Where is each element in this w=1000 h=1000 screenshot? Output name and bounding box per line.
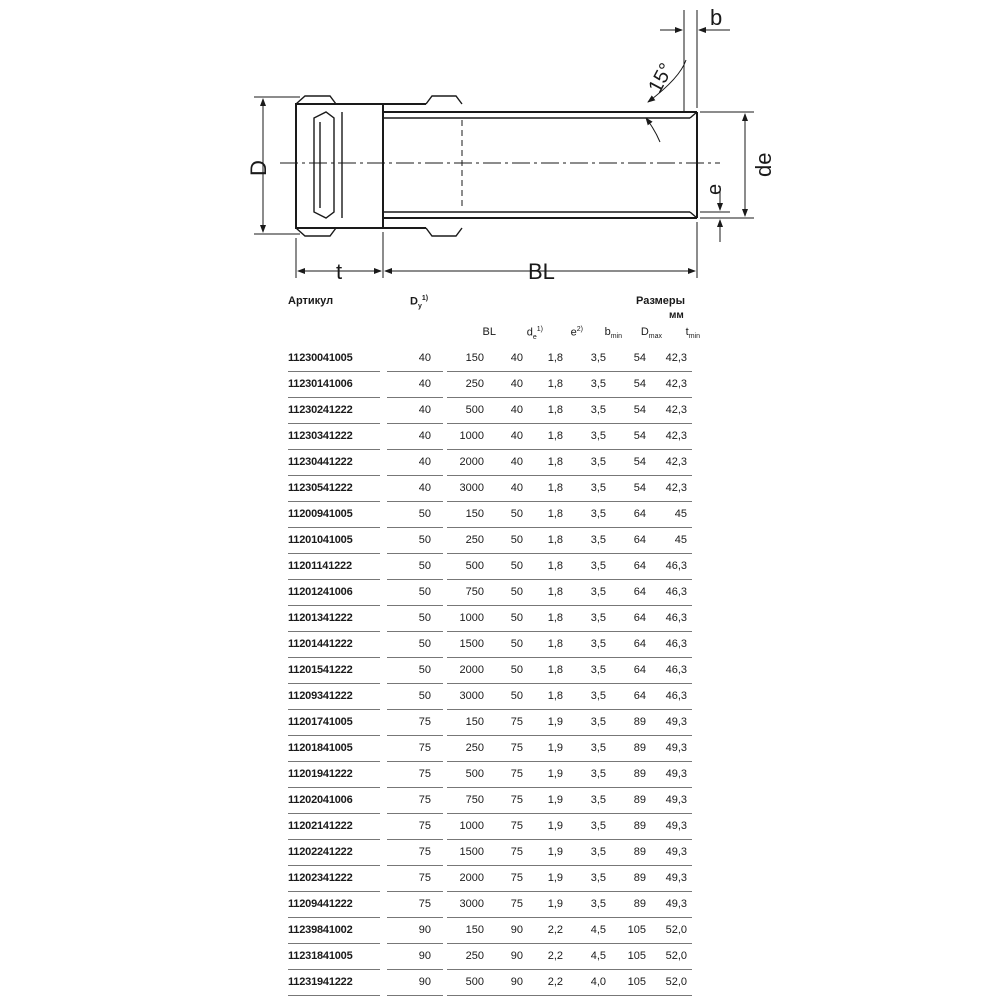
- article-number: 11230341222: [288, 430, 353, 442]
- e-value: 1,8: [547, 430, 563, 442]
- bl-value: 3000: [459, 690, 484, 702]
- article-number: 11201841005: [288, 742, 353, 754]
- article-number: 11201141222: [288, 560, 352, 572]
- b-value: 3,5: [590, 612, 606, 624]
- b-value: 3,5: [590, 898, 606, 910]
- b-value: 3,5: [590, 404, 606, 416]
- e-value: 1,8: [547, 690, 563, 702]
- table-row: [288, 762, 692, 788]
- b-value: 4,5: [590, 924, 606, 936]
- bl-value: 1000: [459, 430, 484, 442]
- table-row: [288, 866, 692, 892]
- article-number: 11201341222: [288, 612, 353, 624]
- e-value: 1,9: [547, 768, 563, 780]
- e-value: 1,8: [547, 534, 563, 546]
- table-row: [288, 892, 692, 918]
- bl-value: 150: [465, 716, 484, 728]
- bl-value: 3000: [459, 482, 484, 494]
- bl-value: 2000: [459, 456, 484, 468]
- dy-value: 40: [418, 456, 431, 468]
- dim-label-BL: BL: [528, 259, 555, 284]
- table-row: [288, 450, 692, 476]
- dy-value: 90: [418, 976, 431, 988]
- article-number: 11230441222: [288, 456, 353, 468]
- dy-value: 75: [418, 846, 431, 858]
- bl-value: 500: [465, 404, 484, 416]
- header-mm: мм: [669, 310, 684, 321]
- dmax-value: 89: [633, 742, 646, 754]
- e-value: 1,9: [547, 742, 563, 754]
- tmin-value: 46,3: [665, 664, 687, 676]
- dy-value: 50: [418, 638, 431, 650]
- bl-value: 150: [465, 924, 484, 936]
- dy-value: 40: [418, 404, 431, 416]
- e-value: 1,8: [547, 456, 563, 468]
- dy-value: 75: [418, 742, 431, 754]
- e-value: 1,9: [547, 846, 563, 858]
- bl-value: 250: [465, 742, 484, 754]
- dmax-value: 54: [633, 352, 646, 364]
- tmin-value: 49,3: [665, 794, 687, 806]
- product-table: [288, 346, 692, 996]
- article-number: 11230141006: [288, 378, 353, 390]
- dy-value: 40: [418, 430, 431, 442]
- de-value: 50: [510, 508, 523, 520]
- tmin-value: 45: [674, 508, 687, 520]
- bl-value: 2000: [459, 872, 484, 884]
- subheader-de: $d_e^{1)}$: [526, 326, 543, 341]
- dy-value: 40: [418, 482, 431, 494]
- table-row: [288, 944, 692, 970]
- article-number: 11201541222: [288, 664, 353, 676]
- dim-label-angle: 15°: [644, 59, 679, 97]
- e-value: 1,8: [547, 482, 563, 494]
- de-value: 40: [510, 404, 523, 416]
- article-number: 11202041006: [288, 794, 353, 806]
- e-value: 1,8: [547, 378, 563, 390]
- tmin-value: 42,3: [665, 404, 687, 416]
- article-number: 11231941222: [288, 976, 353, 988]
- dmax-value: 89: [633, 898, 646, 910]
- article-number: 11230541222: [288, 482, 353, 494]
- de-value: 75: [510, 898, 523, 910]
- pipe-technical-drawing: [0, 0, 1000, 290]
- de-value: 75: [510, 846, 523, 858]
- b-value: 4,5: [590, 950, 606, 962]
- e-value: 1,9: [547, 716, 563, 728]
- dy-value: 50: [418, 612, 431, 624]
- de-value: 50: [510, 690, 523, 702]
- table-row: [288, 710, 692, 736]
- table-row: [288, 424, 692, 450]
- de-value: 40: [510, 482, 523, 494]
- tmin-value: 49,3: [665, 898, 687, 910]
- tmin-value: 42,3: [665, 430, 687, 442]
- tmin-value: 46,3: [665, 560, 687, 572]
- article-number: 11201941222: [288, 768, 353, 780]
- dmax-value: 54: [633, 456, 646, 468]
- tmin-value: 49,3: [665, 872, 687, 884]
- bl-value: 500: [465, 976, 484, 988]
- tmin-value: 45: [674, 534, 687, 546]
- de-value: 40: [510, 456, 523, 468]
- e-value: 1,8: [547, 404, 563, 416]
- bl-value: 750: [465, 586, 484, 598]
- table-row: [288, 606, 692, 632]
- dy-value: 50: [418, 664, 431, 676]
- de-value: 75: [510, 820, 523, 832]
- e-value: 1,8: [547, 612, 563, 624]
- dy-value: 75: [418, 794, 431, 806]
- article-number: 11202241222: [288, 846, 353, 858]
- de-value: 50: [510, 664, 523, 676]
- table-row: [288, 632, 692, 658]
- subheader-dmax: $D_{max}$: [640, 326, 662, 341]
- tmin-value: 49,3: [665, 820, 687, 832]
- article-number: 11202341222: [288, 872, 353, 884]
- bl-value: 1000: [459, 612, 484, 624]
- table-row: [288, 346, 692, 372]
- b-value: 3,5: [590, 378, 606, 390]
- bl-value: 250: [465, 950, 484, 962]
- b-value: 3,5: [590, 430, 606, 442]
- b-value: 3,5: [590, 586, 606, 598]
- de-value: 75: [510, 716, 523, 728]
- row-divider: [288, 995, 380, 996]
- table-row: [288, 502, 692, 528]
- e-value: 2,2: [547, 924, 563, 936]
- tmin-value: 42,3: [665, 352, 687, 364]
- tmin-value: 46,3: [665, 690, 687, 702]
- de-value: 50: [510, 612, 523, 624]
- article-number: 11230041005: [288, 352, 353, 364]
- b-value: 3,5: [590, 794, 606, 806]
- dmax-value: 64: [633, 586, 646, 598]
- header-sizes: Размеры: [636, 295, 686, 307]
- dmax-value: 64: [633, 638, 646, 650]
- b-value: 4,0: [590, 976, 606, 988]
- bl-value: 500: [465, 768, 484, 780]
- b-value: 3,5: [590, 820, 606, 832]
- dmax-value: 54: [633, 404, 646, 416]
- dy-value: 50: [418, 586, 431, 598]
- article-number: 11209441222: [288, 898, 353, 910]
- row-divider: [447, 995, 692, 996]
- de-value: 75: [510, 872, 523, 884]
- dmax-value: 105: [627, 976, 646, 988]
- bl-value: 150: [465, 508, 484, 520]
- bl-value: 750: [465, 794, 484, 806]
- b-value: 3,5: [590, 560, 606, 572]
- de-value: 90: [510, 976, 523, 988]
- table-row: [288, 970, 692, 996]
- tmin-value: 49,3: [665, 846, 687, 858]
- b-value: 3,5: [590, 534, 606, 546]
- e-value: 1,9: [547, 794, 563, 806]
- e-value: 2,2: [547, 950, 563, 962]
- dmax-value: 64: [633, 534, 646, 546]
- subheader-e: $e^{2)}$: [570, 326, 583, 339]
- dy-value: 90: [418, 924, 431, 936]
- tmin-value: 42,3: [665, 378, 687, 390]
- article-number: 11202141222: [288, 820, 353, 832]
- tmin-value: 49,3: [665, 716, 687, 728]
- de-value: 90: [510, 950, 523, 962]
- article-number: 11230241222: [288, 404, 353, 416]
- dy-value: 75: [418, 898, 431, 910]
- de-value: 75: [510, 742, 523, 754]
- b-value: 3,5: [590, 482, 606, 494]
- table-row: [288, 528, 692, 554]
- subheader-tmin: $t_{min}$: [685, 326, 700, 341]
- subheader-bl: BL: [482, 326, 496, 338]
- b-value: 3,5: [590, 768, 606, 780]
- dy-value: 40: [418, 352, 431, 364]
- bl-value: 2000: [459, 664, 484, 676]
- de-value: 50: [510, 534, 523, 546]
- table-row: [288, 476, 692, 502]
- header-dy: $D_y^{1)}$: [410, 295, 429, 310]
- bl-value: 1500: [459, 638, 484, 650]
- dy-value: 50: [418, 534, 431, 546]
- dy-value: 75: [418, 716, 431, 728]
- dmax-value: 64: [633, 612, 646, 624]
- tmin-value: 46,3: [665, 586, 687, 598]
- dmax-value: 54: [633, 482, 646, 494]
- article-number: 11201741005: [288, 716, 353, 728]
- table-row: [288, 658, 692, 684]
- e-value: 2,2: [547, 976, 563, 988]
- article-number: 11201041005: [288, 534, 353, 546]
- de-value: 50: [510, 638, 523, 650]
- article-number: 11201441222: [288, 638, 353, 650]
- dy-value: 75: [418, 872, 431, 884]
- row-divider: [387, 995, 443, 996]
- dy-value: 90: [418, 950, 431, 962]
- b-value: 3,5: [590, 638, 606, 650]
- b-value: 3,5: [590, 352, 606, 364]
- table-row: [288, 788, 692, 814]
- bl-value: 1500: [459, 846, 484, 858]
- header-article: Артикул: [288, 295, 334, 307]
- e-value: 1,9: [547, 898, 563, 910]
- dmax-value: 64: [633, 664, 646, 676]
- tmin-value: 52,0: [665, 976, 687, 988]
- b-value: 3,5: [590, 508, 606, 520]
- dmax-value: 64: [633, 508, 646, 520]
- bl-value: 150: [465, 352, 484, 364]
- bl-value: 250: [465, 534, 484, 546]
- e-value: 1,9: [547, 820, 563, 832]
- dim-label-b: b: [710, 5, 723, 30]
- dmax-value: 89: [633, 872, 646, 884]
- e-value: 1,9: [547, 872, 563, 884]
- article-number: 11201241006: [288, 586, 353, 598]
- dim-label-D: D: [246, 160, 271, 176]
- b-value: 3,5: [590, 846, 606, 858]
- article-number: 11209341222: [288, 690, 353, 702]
- dmax-value: 105: [627, 924, 646, 936]
- table-row: [288, 814, 692, 840]
- bl-value: 500: [465, 560, 484, 572]
- e-value: 1,8: [547, 508, 563, 520]
- dim-label-t: t: [336, 259, 343, 284]
- article-number: 11239841002: [288, 924, 353, 936]
- dy-value: 40: [418, 378, 431, 390]
- b-value: 3,5: [590, 716, 606, 728]
- e-value: 1,8: [547, 664, 563, 676]
- dmax-value: 89: [633, 846, 646, 858]
- bl-value: 250: [465, 378, 484, 390]
- tmin-value: 49,3: [665, 768, 687, 780]
- de-value: 90: [510, 924, 523, 936]
- e-value: 1,8: [547, 560, 563, 572]
- dmax-value: 54: [633, 430, 646, 442]
- dmax-value: 54: [633, 378, 646, 390]
- de-value: 40: [510, 378, 523, 390]
- dy-value: 75: [418, 768, 431, 780]
- dmax-value: 105: [627, 950, 646, 962]
- dmax-value: 89: [633, 794, 646, 806]
- dmax-value: 89: [633, 716, 646, 728]
- table-row: [288, 398, 692, 424]
- e-value: 1,8: [547, 586, 563, 598]
- tmin-value: 42,3: [665, 456, 687, 468]
- de-value: 75: [510, 768, 523, 780]
- tmin-value: 46,3: [665, 612, 687, 624]
- dy-value: 50: [418, 508, 431, 520]
- tmin-value: 52,0: [665, 924, 687, 936]
- article-number: 11200941005: [288, 508, 353, 520]
- tmin-value: 46,3: [665, 638, 687, 650]
- table-row: [288, 580, 692, 606]
- b-value: 3,5: [590, 690, 606, 702]
- de-value: 50: [510, 560, 523, 572]
- de-value: 40: [510, 430, 523, 442]
- dmax-value: 64: [633, 690, 646, 702]
- b-value: 3,5: [590, 742, 606, 754]
- dmax-value: 89: [633, 768, 646, 780]
- table-row: [288, 736, 692, 762]
- table-row: [288, 684, 692, 710]
- dmax-value: 89: [633, 820, 646, 832]
- table-row: [288, 372, 692, 398]
- tmin-value: 42,3: [665, 482, 687, 494]
- de-value: 75: [510, 794, 523, 806]
- dim-label-e: e: [704, 183, 726, 195]
- table-row: [288, 554, 692, 580]
- tmin-value: 49,3: [665, 742, 687, 754]
- de-value: 50: [510, 586, 523, 598]
- dmax-value: 64: [633, 560, 646, 572]
- tmin-value: 52,0: [665, 950, 687, 962]
- table-row: [288, 918, 692, 944]
- b-value: 3,5: [590, 456, 606, 468]
- dy-value: 50: [418, 690, 431, 702]
- e-value: 1,8: [547, 638, 563, 650]
- dy-value: 50: [418, 560, 431, 572]
- subheader-b: $b_{min}$: [604, 326, 622, 341]
- dy-value: 75: [418, 820, 431, 832]
- bl-value: 3000: [459, 898, 484, 910]
- bl-value: 1000: [459, 820, 484, 832]
- de-value: 40: [510, 352, 523, 364]
- b-value: 3,5: [590, 664, 606, 676]
- e-value: 1,8: [547, 352, 563, 364]
- dim-label-de: de: [751, 152, 776, 177]
- article-number: 11231841005: [288, 950, 353, 962]
- table-row: [288, 840, 692, 866]
- b-value: 3,5: [590, 872, 606, 884]
